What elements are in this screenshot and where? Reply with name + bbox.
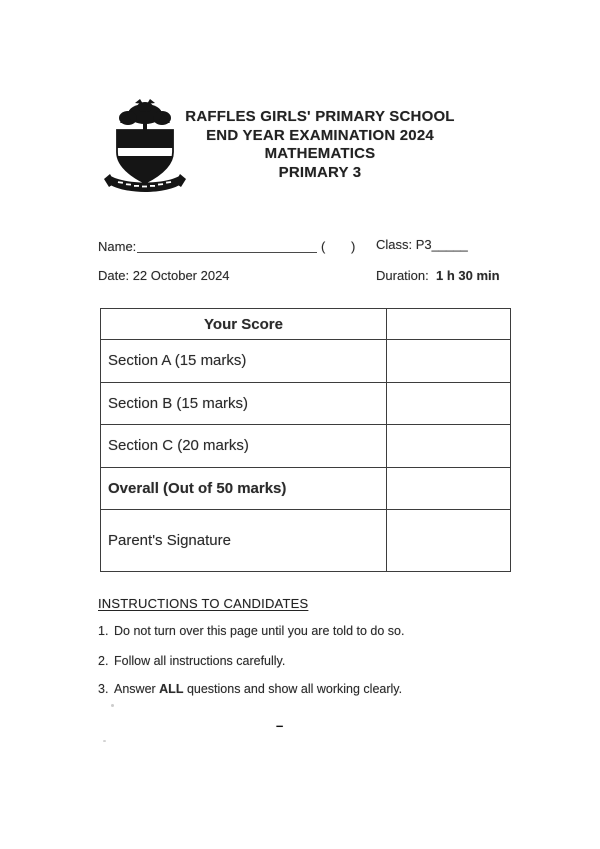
exam-subject: MATHEMATICS <box>264 145 376 163</box>
name-label: Name: <box>98 239 137 254</box>
instruction-text-1: Do not turn over this page until you are told to do so. <box>114 624 405 638</box>
instruction-item-2 <box>98 654 285 668</box>
table-row-section-a <box>101 339 510 382</box>
section-a-label: Section A (15 marks) <box>101 340 387 382</box>
instruction-number-1: 1. <box>98 624 109 638</box>
class-label: Class: <box>376 237 416 252</box>
page-number-dash: – <box>276 718 284 733</box>
duration-field <box>376 268 500 283</box>
date-label: Date: <box>98 268 133 283</box>
instruction-number-2: 2. <box>98 654 109 668</box>
register-paren-open: ( <box>321 239 326 254</box>
instruction-3-bold: ALL <box>159 682 184 696</box>
score-table-header-row <box>101 309 510 339</box>
instruction-3-pre: Answer <box>114 682 160 696</box>
instruction-item-3 <box>98 682 402 696</box>
parent-signature-cell <box>387 510 510 571</box>
class-blank-line: _____ <box>431 237 468 252</box>
table-row-section-c <box>101 424 510 467</box>
score-cell-section-c <box>387 425 510 467</box>
school-name: RAFFLES GIRLS' PRIMARY SCHOOL <box>185 108 455 125</box>
instruction-text-2: Follow all instructions carefully. <box>114 654 286 668</box>
score-table <box>100 308 511 572</box>
instructions-heading: INSTRUCTIONS TO CANDIDATES <box>98 596 309 611</box>
instruction-text-3 <box>114 682 402 696</box>
duration-value: 1 h 30 min <box>435 268 500 283</box>
score-cell-header <box>387 309 510 339</box>
scan-speck <box>111 704 114 707</box>
duration-label: Duration: <box>376 268 436 283</box>
score-cell-section-b <box>387 383 510 425</box>
score-cell-section-a <box>387 340 510 382</box>
table-row-parent-signature <box>101 509 510 571</box>
scan-speck <box>103 740 106 742</box>
date-field <box>98 268 230 283</box>
score-cell-overall <box>387 468 510 510</box>
class-value: P3 <box>415 237 432 252</box>
parent-signature-label: Parent's Signature <box>101 510 387 571</box>
instruction-3-post: questions and show all working clearly. <box>183 682 403 696</box>
table-row-overall <box>101 467 510 510</box>
score-table-title: Your Score <box>101 309 387 339</box>
date-value: 22 October 2024 <box>132 268 230 283</box>
exam-title: END YEAR EXAMINATION 2024 <box>206 126 434 144</box>
table-row-section-b <box>101 382 510 425</box>
instruction-number-3: 3. <box>98 682 109 696</box>
class-field <box>376 237 468 252</box>
instruction-item-1 <box>98 624 404 638</box>
exam-level: PRIMARY 3 <box>278 163 362 181</box>
register-paren-close: ) <box>351 239 356 254</box>
name-blank-line <box>137 240 317 253</box>
exam-header <box>140 108 500 182</box>
section-b-label: Section B (15 marks) <box>101 383 387 425</box>
overall-label: Overall (Out of 50 marks) <box>101 468 387 510</box>
section-c-label: Section C (20 marks) <box>101 425 387 467</box>
